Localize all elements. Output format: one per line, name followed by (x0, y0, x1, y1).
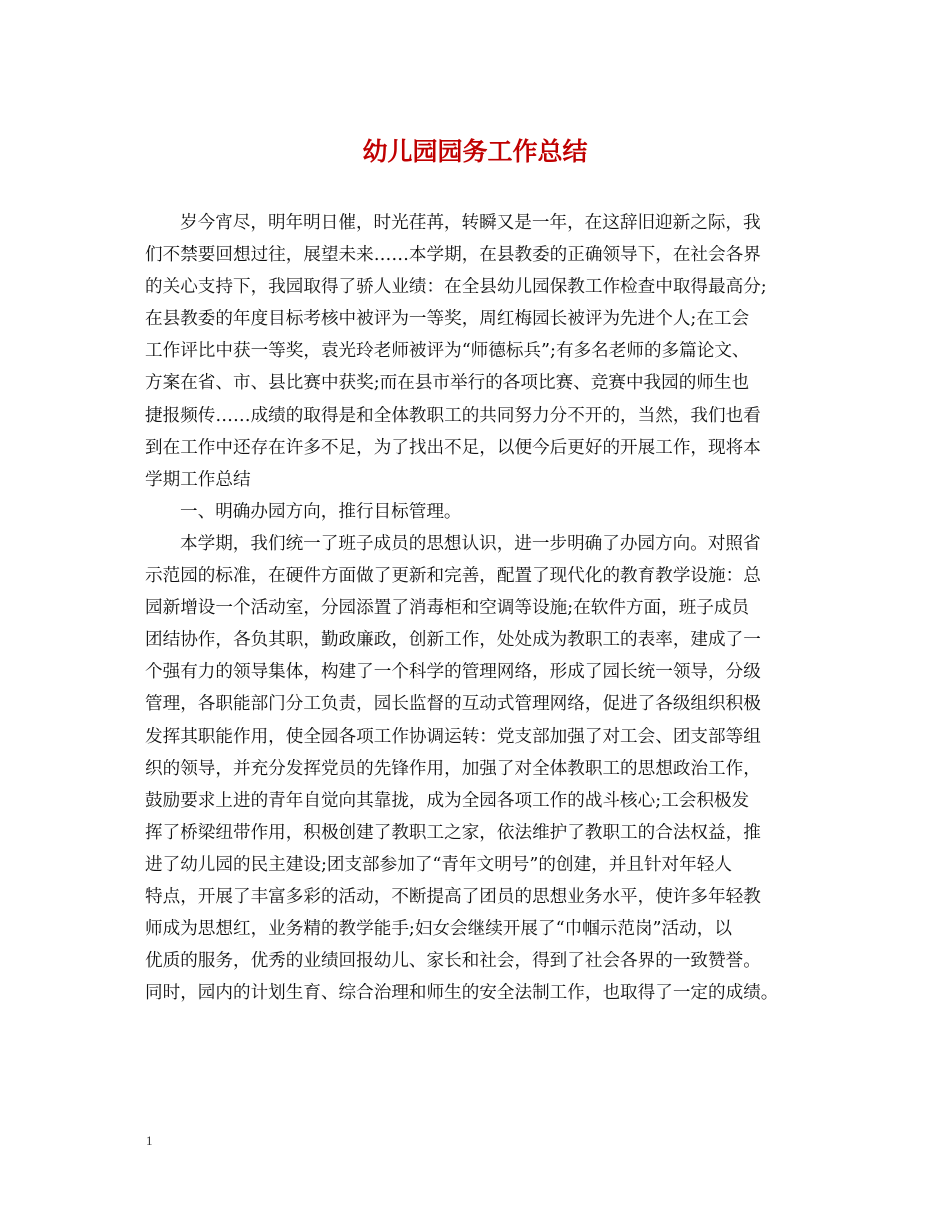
paragraph-line: 们不禁要回想过往，展望未来……本学期，在县教委的正确领导下，在社会各界 (145, 245, 761, 266)
paragraph-line: 织的领导，并充分发挥党员的先锋作用，加强了对全体教职工的思想政治工作， (145, 758, 761, 779)
paragraph-line: 进了幼儿园的民主建设;团支部参加了“青年文明号”的创建，并且针对年轻人 (145, 854, 732, 875)
document-body (145, 207, 810, 1009)
paragraph-line: 发挥其职能作用，使全园各项工作协调运转：党支部加强了对工会、团支部等组 (145, 726, 761, 747)
paragraph-line: 个强有力的领导集体，构建了一个科学的管理网络，形成了园长统一领导，分级 (145, 662, 761, 683)
paragraph-line: 到在工作中还存在许多不足，为了找出不足，以便今后更好的开展工作，现将本 (145, 437, 761, 458)
page-number: 1 (146, 1133, 153, 1148)
paragraph-line: 方案在省、市、县比赛中获奖;而在县市举行的各项比赛、竞赛中我园的师生也 (145, 373, 750, 394)
paragraph-line: 岁今宵尽，明年明日催，时光荏苒，转瞬又是一年，在这辞旧迎新之际，我 (180, 213, 761, 233)
paragraph-line: 示范园的标准，在硬件方面做了更新和完善，配置了现代化的教育教学设施：总 (145, 566, 761, 587)
paragraph-line: 团结协作，各负其职，勤政廉政，创新工作，处处成为教职工的表率，建成了一 (145, 630, 761, 651)
paragraph-line: 园新增设一个活动室，分园添置了消毒柜和空调等设施;在软件方面，班子成员 (145, 598, 750, 619)
section-heading: 一、明确办园方向，推行目标管理。 (180, 501, 462, 522)
paragraph-line: 鼓励要求上进的青年自觉向其靠拢，成为全园各项工作的战斗核心;工会积极发 (145, 790, 750, 811)
paragraph-line: 特点，开展了丰富多彩的活动，不断提高了团员的思想业务水平，使许多年轻教 (145, 886, 761, 907)
paragraph-line: 挥了桥梁纽带作用，积极创建了教职工之家，依法维护了教职工的合法权益，推 (145, 822, 761, 843)
paragraph-line: 的关心支持下，我园取得了骄人业绩：在全县幼儿园保教工作检查中取得最高分; (145, 277, 767, 298)
document-title: 幼儿园园务工作总结 (362, 137, 588, 166)
paragraph-line: 同时，园内的计划生育、综合治理和师生的安全法制工作，也取得了一定的成绩。 (145, 983, 779, 1004)
paragraph-line: 在县教委的年度目标考核中被评为一等奖，周红梅园长被评为先进个人;在工会 (145, 309, 750, 330)
paragraph-line: 师成为思想红，业务精的教学能手;妇女会继续开展了“巾帼示范岗”活动，以 (145, 919, 732, 940)
paragraph-line: 本学期，我们统一了班子成员的思想认识，进一步明确了办园方向。对照省 (180, 533, 761, 554)
paragraph-line: 学期工作总结 (145, 469, 251, 490)
paragraph-line: 捷报频传……成绩的取得是和全体教职工的共同努力分不开的，当然，我们也看 (145, 405, 761, 426)
paragraph-line: 优质的服务，优秀的业绩回报幼儿、家长和社会，得到了社会各界的一致赞誉。 (145, 951, 761, 972)
paragraph-line: 工作评比中获一等奖，袁光玲老师被评为“师德标兵”;有多名老师的多篇论文、 (145, 341, 750, 362)
paragraph-line: 管理，各职能部门分工负责，园长监督的互动式管理网络，促进了各级组织积极 (145, 694, 761, 715)
